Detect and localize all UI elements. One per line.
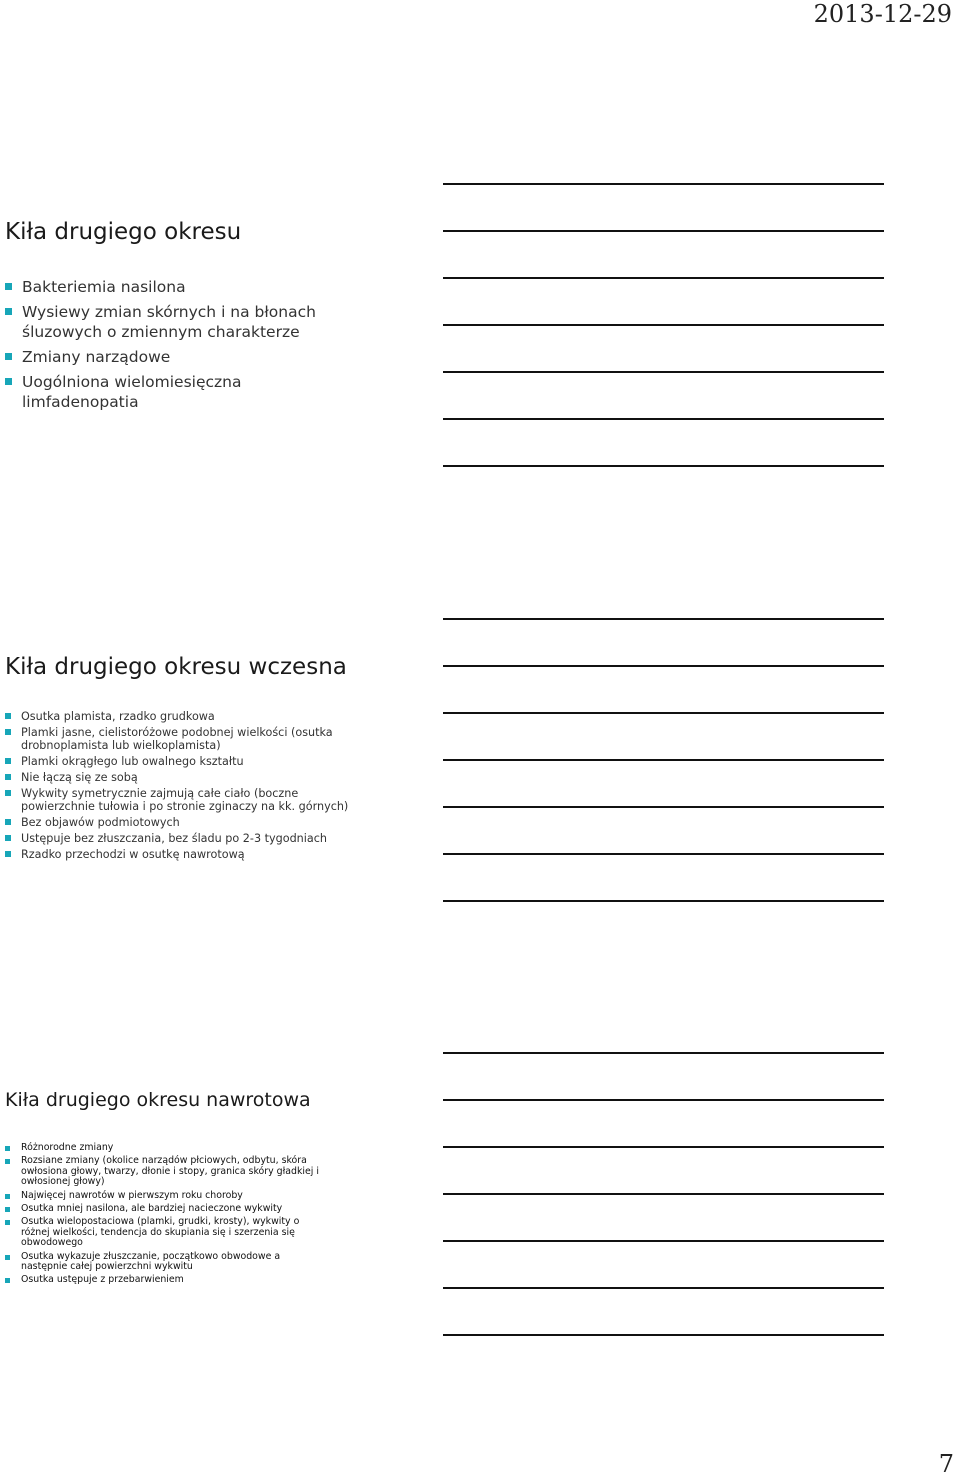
- note-line: [443, 806, 884, 808]
- bullet-text-line: Wykwity symetrycznie zajmują całe ciało (boczne: [21, 787, 299, 800]
- bullet-text-line: Osutka wykazuje złuszczanie, początkowo obwodowe a: [21, 1250, 281, 1262]
- bullet-text-line: Osutka plamista, rzadko grudkowa: [21, 710, 215, 723]
- note-line: [443, 418, 884, 420]
- square-bullet-icon: [5, 1255, 10, 1260]
- square-bullet-icon: [5, 308, 12, 315]
- bullet-text-line: drobnoplamista lub wielkoplamista): [21, 739, 221, 752]
- square-bullet-icon: [5, 729, 11, 735]
- bullet-item: [0, 1204, 430, 1214]
- square-bullet-icon: [5, 1194, 10, 1199]
- bullet-item: [0, 277, 430, 297]
- square-bullet-icon: [5, 283, 12, 290]
- square-bullet-icon: [5, 758, 11, 764]
- bullet-text-line: Uogólniona wielomiesięczna: [22, 373, 242, 391]
- bullet-text-line: Rozsiane zmiany (okolice narządów płciowych, odbytu, skóra: [21, 1155, 307, 1167]
- bullet-item: [0, 832, 430, 845]
- bullet-text-line: Osutka mniej nasilona, ale bardziej nacieczone wykwity: [21, 1203, 283, 1215]
- note-line: [443, 853, 884, 855]
- bullet-text-line: powierzchnie tułowia i po stronie zginaczy na kk. górnych): [21, 800, 349, 813]
- slide-title: Kiła drugiego okresu wczesna: [5, 654, 347, 680]
- bullet-text-line: Ustępuje bez złuszczania, bez śladu po 2-3 tygodniach: [21, 832, 327, 845]
- note-line: [443, 1287, 884, 1289]
- bullet-text-line: Zmiany narządowe: [22, 348, 171, 366]
- bullet-text-line: Bakteriemia nasilona: [22, 278, 186, 296]
- bullet-item: [0, 372, 430, 412]
- bullet-text-line: limfadenopatia: [22, 393, 139, 411]
- note-line: [443, 1334, 884, 1336]
- square-bullet-icon: [5, 774, 11, 780]
- bullet-list: [0, 1143, 430, 1286]
- bullet-item: [0, 710, 430, 723]
- bullet-text-line: następnie całej powierzchni wykwitu: [21, 1261, 193, 1273]
- square-bullet-icon: [5, 1207, 10, 1212]
- note-line: [443, 1099, 884, 1101]
- bullet-item: [0, 726, 430, 752]
- bullet-text-line: Różnorodne zmiany: [21, 1142, 114, 1153]
- bullet-text-line: Rzadko przechodzi w osutkę nawrotową: [21, 848, 245, 861]
- slide-3: [0, 1086, 430, 1289]
- slide-title: Kiła drugiego okresu nawrotowa: [5, 1089, 311, 1111]
- bullet-text-line: śluzowych o zmiennym charakterze: [22, 323, 300, 341]
- header-date: 2013-12-29: [813, 0, 952, 28]
- slide-1: [0, 216, 430, 417]
- note-line: [443, 712, 884, 714]
- square-bullet-icon: [5, 1146, 10, 1151]
- bullet-text-line: różnej wielkości, tendencja do skupiania się i szerzenia się: [21, 1226, 295, 1238]
- bullet-text-line: obwodowego: [21, 1237, 83, 1249]
- bullet-item: [0, 1252, 430, 1273]
- note-line: [443, 183, 884, 185]
- bullet-item: [0, 347, 430, 367]
- note-line: [443, 665, 884, 667]
- note-line: [443, 900, 884, 902]
- bullet-text-line: Wysiewy zmian skórnych i na błonach: [22, 303, 316, 321]
- note-line: [443, 1193, 884, 1195]
- square-bullet-icon: [5, 835, 11, 841]
- square-bullet-icon: [5, 378, 12, 385]
- page-number: 7: [938, 1450, 954, 1478]
- bullet-list: [0, 710, 430, 861]
- square-bullet-icon: [5, 1220, 10, 1225]
- bullet-text-line: Najwięcej nawrotów w pierwszym roku choroby: [21, 1189, 243, 1201]
- bullet-item: [0, 771, 430, 784]
- square-bullet-icon: [5, 790, 11, 796]
- bullet-text-line: Plamki okrągłego lub owalnego kształtu: [21, 755, 244, 768]
- square-bullet-icon: [5, 1159, 10, 1164]
- note-line: [443, 618, 884, 620]
- bullet-item: [0, 1217, 430, 1248]
- bullet-item: [0, 755, 430, 768]
- bullet-list: [0, 277, 430, 412]
- bullet-text-line: owłosionej głowy): [21, 1176, 105, 1188]
- note-line: [443, 277, 884, 279]
- square-bullet-icon: [5, 353, 12, 360]
- square-bullet-icon: [5, 819, 11, 825]
- square-bullet-icon: [5, 851, 11, 857]
- bullet-item: [0, 1191, 430, 1201]
- bullet-text-line: Osutka wielopostaciowa (plamki, grudki, krosty), wykwity o: [21, 1216, 300, 1228]
- bullet-item: [0, 1143, 430, 1153]
- bullet-item: [0, 787, 430, 813]
- bullet-item: [0, 848, 430, 861]
- bullet-text-line: Nie łączą się ze sobą: [21, 771, 138, 784]
- note-line: [443, 371, 884, 373]
- bullet-text-line: owłosiona głowy, twarzy, dłonie i stopy, granica skóry gładkiej i: [21, 1165, 319, 1177]
- note-line: [443, 465, 884, 467]
- note-line: [443, 324, 884, 326]
- bullet-text-line: Bez objawów podmiotowych: [21, 816, 180, 829]
- bullet-item: [0, 302, 430, 342]
- note-line: [443, 1052, 884, 1054]
- slide-2: [0, 652, 430, 864]
- note-line: [443, 759, 884, 761]
- slide-title: Kiła drugiego okresu: [5, 219, 242, 245]
- bullet-text-line: Plamki jasne, cielistoróżowe podobnej wielkości (osutka: [21, 726, 333, 739]
- bullet-item: [0, 816, 430, 829]
- square-bullet-icon: [5, 1278, 10, 1283]
- bullet-item: [0, 1156, 430, 1187]
- note-line: [443, 1146, 884, 1148]
- square-bullet-icon: [5, 713, 11, 719]
- bullet-text-line: Osutka ustępuje z przebarwieniem: [21, 1274, 184, 1286]
- note-line: [443, 1240, 884, 1242]
- note-line: [443, 230, 884, 232]
- bullet-item: [0, 1275, 430, 1285]
